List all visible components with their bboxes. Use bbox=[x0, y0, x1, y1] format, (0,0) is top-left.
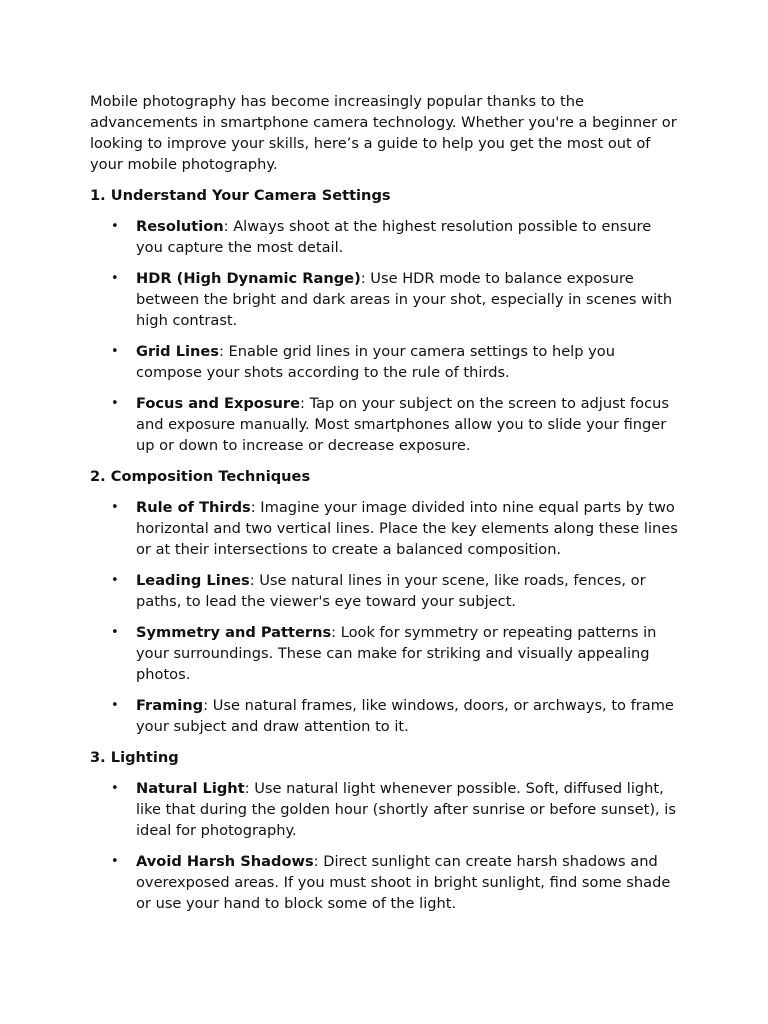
bullet-icon: • bbox=[111, 625, 119, 640]
item-term: Grid Lines bbox=[136, 343, 219, 360]
bullet-icon: • bbox=[111, 271, 119, 286]
item-text: : Use natural light whenever possible. Soft, diffused light, like that during the golden hour (shortly after sunrise or before sunset), is ideal for photography. bbox=[136, 780, 676, 839]
intro-paragraph: Mobile photography has become increasingly popular thanks to the advancements in smartphone camera technology. Whether you're a beginner or looking to improve your skills, here’s a guide to help you get the most out of your mobile photography. bbox=[90, 93, 677, 173]
bullet-list-lighting bbox=[90, 778, 680, 914]
section-heading-composition: 2. Composition Techniques bbox=[90, 468, 311, 485]
bullet-list-composition bbox=[90, 497, 680, 737]
item-term: Focus and Exposure bbox=[136, 395, 301, 412]
list-item bbox=[90, 851, 680, 914]
item-text: : Use natural frames, like windows, doors, or archways, to frame your subject and draw attention to it. bbox=[136, 697, 674, 735]
item-term: Natural Light bbox=[136, 780, 245, 797]
item-text: : Direct sunlight can create harsh shadows and overexposed areas. If you must shoot in bright sunlight, find some shade or use your hand to block some of the light. bbox=[136, 853, 671, 912]
item-text: : Always shoot at the highest resolution possible to ensure you capture the most detail. bbox=[136, 218, 652, 256]
item-text: : Look for symmetry or repeating patterns in your surroundings. These can make for striking and visually appealing photos. bbox=[136, 624, 657, 683]
bullet-icon: • bbox=[111, 396, 119, 411]
list-item bbox=[90, 497, 680, 560]
item-text: : Tap on your subject on the screen to adjust focus and exposure manually. Most smartphones allow you to slide your finger up or down to increase or decrease exposure. bbox=[136, 395, 669, 454]
list-item bbox=[90, 570, 680, 612]
item-term: Rule of Thirds bbox=[136, 499, 251, 516]
list-item bbox=[90, 341, 680, 383]
list-item bbox=[90, 216, 680, 258]
item-text: : Enable grid lines in your camera settings to help you compose your shots according to the rule of thirds. bbox=[136, 343, 615, 381]
item-term: Avoid Harsh Shadows bbox=[136, 853, 314, 870]
section-heading-camera-settings: 1. Understand Your Camera Settings bbox=[90, 187, 391, 204]
bullet-icon: • bbox=[111, 781, 119, 796]
document-body bbox=[90, 91, 680, 924]
bullet-icon: • bbox=[111, 698, 119, 713]
item-text: : Use HDR mode to balance exposure between the bright and dark areas in your shot, especially in scenes with high contrast. bbox=[136, 270, 673, 329]
item-term: Leading Lines bbox=[136, 572, 250, 589]
list-item bbox=[90, 778, 680, 841]
bullet-icon: • bbox=[111, 344, 119, 359]
bullet-icon: • bbox=[111, 573, 119, 588]
list-item bbox=[90, 393, 680, 456]
section-heading-lighting: 3. Lighting bbox=[90, 749, 179, 766]
list-item bbox=[90, 622, 680, 685]
list-item bbox=[90, 695, 680, 737]
item-text: : Imagine your image divided into nine equal parts by two horizontal and two vertical lines. Place the key elements along these lines or at their intersections to create a balanced composition. bbox=[136, 499, 678, 558]
item-text: : Use natural lines in your scene, like roads, fences, or paths, to lead the viewer's eye toward your subject. bbox=[136, 572, 646, 610]
bullet-icon: • bbox=[111, 500, 119, 515]
bullet-icon: • bbox=[111, 854, 119, 869]
bullet-icon: • bbox=[111, 219, 119, 234]
item-term: HDR (High Dynamic Range) bbox=[136, 270, 361, 287]
item-term: Resolution bbox=[136, 218, 224, 235]
item-term: Framing bbox=[136, 697, 204, 714]
bullet-list-camera-settings bbox=[90, 216, 680, 456]
list-item bbox=[90, 268, 680, 331]
item-term: Symmetry and Patterns bbox=[136, 624, 332, 641]
